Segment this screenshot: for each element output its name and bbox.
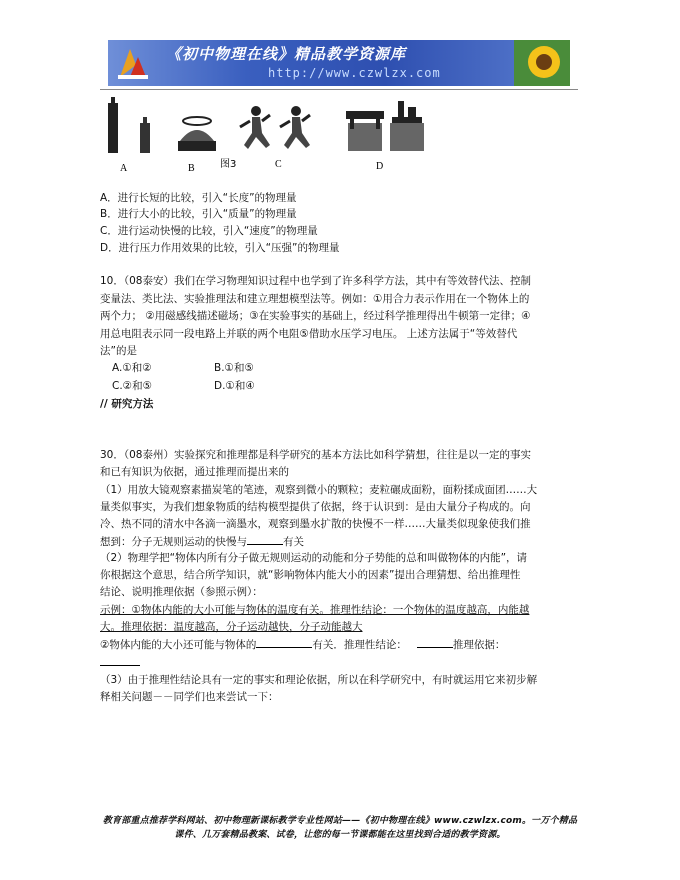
footer-line-2: 课件、几万套精品教案、试卷，让您的每一节课都能在这里找到合适的教学资源。 [174, 830, 506, 840]
figure-label-b: B [188, 163, 195, 174]
answer-blank-3[interactable] [417, 637, 453, 648]
section-heading: // 研究方法 [100, 398, 154, 410]
q30-q2-continuation [100, 655, 140, 672]
figure-label-c: C [275, 159, 282, 170]
q30-p3-line-1: （3）由于推理性结论具有一定的事实和理论依据，所以在科学研究中，有时就运用它来初步解 [100, 674, 538, 686]
q30-p1-line-3: 冷、热不同的清水中各滴一滴墨水，观察到墨水扩散的快慢不一样……大量类似现象使我们推 [100, 518, 531, 530]
footer-line-1: 教育部重点推荐学科网站、初中物理新课标教学专业性网站——《初中物理在线》www.czwlzx.com。一万个精品 [102, 816, 578, 826]
bottles-illustration [108, 97, 150, 153]
q30-intro-2: 和已有知识为依据，通过推理而提出来的 [100, 466, 289, 478]
q10-choice-a: A.①和② [112, 362, 152, 374]
scale-illustration [178, 117, 216, 151]
runners-illustration [240, 106, 310, 149]
q30-q2-conclusion-label: 有关．推理性结论： [312, 639, 407, 651]
q30-p1-line-2: 量类似事实，为我们想象物质的结构模型提供了依据，终于认识到：是由大量分子构成的。向 [100, 501, 531, 513]
q10-line-2: 变量法、类比法、实验推理法和建立理想模型法等。例如：①用合力表示作用在一个物体上的 [100, 293, 530, 305]
option-b: B．进行大小的比较，引入“质量”的物理量 [100, 208, 297, 220]
q30-intro-1: 30．（08泰州）实验探究和推理都是科学研究的基本方法比如科学猜想，往往是以一定的事实 [100, 449, 531, 461]
figure-caption: 图3 [220, 159, 237, 170]
q30-p1-line-4 [100, 534, 304, 551]
header-rule [100, 89, 578, 90]
answer-blank-2[interactable] [256, 637, 312, 648]
q10-choice-c: C.②和⑤ [112, 380, 152, 392]
site-logo-icon [116, 45, 150, 81]
q30-example-2: 大。推理依据：温度越高，分子运动越快，分子动能越大 [100, 621, 363, 633]
pressure-illustration [346, 101, 424, 151]
figure-3 [100, 93, 440, 175]
option-a: A．进行长短的比较，引入“长度”的物理量 [100, 192, 297, 204]
q30-p2-line-2: 你根据这个意思，结合所学知识，就“影响物体内能大小的因素”提出合理猜想、给出推理性 [100, 569, 521, 581]
q30-p2-line-3: 结论、说明推理依据（参照示例）： [100, 586, 263, 598]
q10-line-3: 两个力； ②用磁感线描述磁场；③在实验事实的基础上，经过科学推理得出牛顿第一定律；④ [100, 310, 531, 322]
q30-q2-line [100, 637, 505, 654]
q10-line-4: 用总电阻表示同一段电路上并联的两个电阻⑤借助水压学习电压。 上述方法属于“等效替代 [100, 328, 518, 340]
q10-line-5: 法”的是 [100, 345, 137, 357]
q30-p1-prompt: 想到：分子无规则运动的快慢与 [100, 536, 247, 548]
q10-line-1: 10．（08泰安）我们在学习物理知识过程中也学到了许多科学方法，其中有等效替代法、控制 [100, 275, 531, 287]
q30-p3-line-2: 释相关问题－－同学们也来尝试一下： [100, 691, 279, 703]
q10-choice-b: B.①和⑤ [214, 362, 254, 374]
option-c: C．进行运动快慢的比较，引入“速度”的物理量 [100, 225, 318, 237]
q30-p1-suffix: 有关 [283, 536, 304, 548]
q30-p1-line-1: （1）用放大镜观察素描炭笔的笔迹，观察到微小的颗粒；麦粒碾成面粉，面粉揉成面团……大 [100, 484, 538, 496]
q30-q2-prompt: ②物体内能的大小还可能与物体的 [100, 639, 257, 651]
answer-blank-1[interactable] [247, 534, 283, 545]
figure-label-d: D [376, 161, 384, 172]
answer-blank-4[interactable] [100, 655, 140, 666]
q30-p2-line-1: （2）物理学把“物体内所有分子做无规则运动的动能和分子势能的总和叫做物体的内能”，请 [100, 552, 528, 564]
header-title: 《初中物理在线》精品教学资源库 [166, 45, 407, 63]
q30-example-1: 示例：①物体内能的大小可能与物体的温度有关。推理性结论：一个物体的温度越高，内能越 [100, 604, 530, 616]
figure-label-a: A [120, 163, 128, 174]
q30-q2-basis-label: 推理依据： [452, 639, 506, 651]
page-footer [100, 814, 580, 842]
sunflower-icon [514, 40, 570, 86]
header-url[interactable]: http://www.czwlzx.com [268, 66, 441, 80]
header-banner [108, 40, 570, 86]
option-d: D．进行压力作用效果的比较，引入“压强”的物理量 [100, 242, 340, 254]
q10-choice-d: D.①和④ [214, 380, 255, 392]
